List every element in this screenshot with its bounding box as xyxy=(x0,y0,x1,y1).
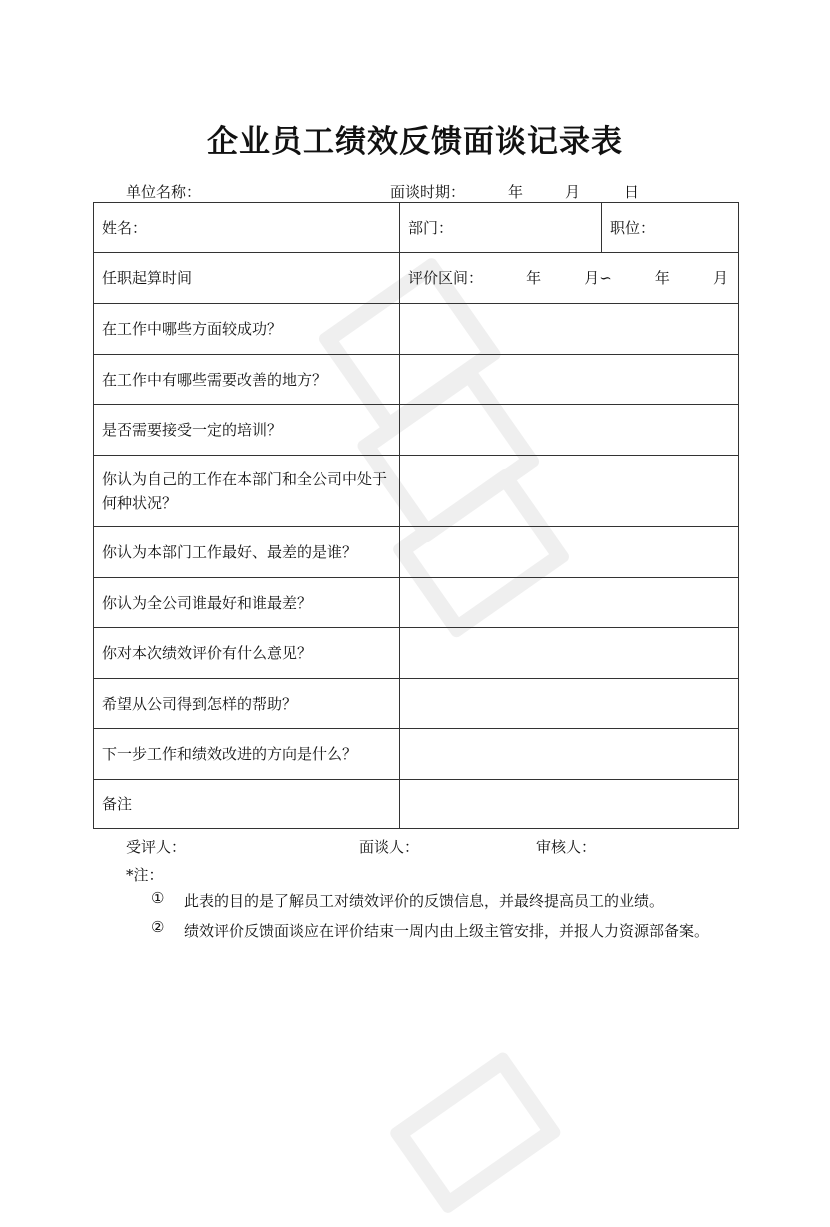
answer-cell[interactable] xyxy=(400,527,739,578)
interview-date-label: 面谈时期： xyxy=(390,183,466,201)
evaluatee-label: 受评人： xyxy=(126,838,187,856)
unit-name-label: 单位名称： xyxy=(126,183,202,201)
evaluation-period-label: 评价区间： xyxy=(408,269,484,287)
department-cell[interactable] xyxy=(400,203,602,253)
department-label: 部门： xyxy=(408,218,454,237)
interview-date-day: 日 xyxy=(624,183,640,201)
table-row xyxy=(94,253,739,304)
answer-cell[interactable] xyxy=(400,679,739,729)
note-text: 此表的目的是了解员工对绩效评价的反馈信息，并最终提高员工的业绩。 xyxy=(184,892,665,910)
question-cell xyxy=(94,527,400,578)
table-row xyxy=(94,679,739,729)
question-cell xyxy=(94,780,400,829)
name-cell[interactable] xyxy=(94,203,400,253)
answer-cell[interactable] xyxy=(400,578,739,628)
question-label: 是否需要接受一定的培训？ xyxy=(102,421,283,439)
question-cell xyxy=(94,628,400,679)
question-cell xyxy=(94,304,400,355)
question-cell xyxy=(94,456,400,527)
question-label: 在工作中有哪些需要改善的地方？ xyxy=(102,370,328,389)
answer-cell[interactable] xyxy=(400,355,739,405)
table-row xyxy=(94,355,739,405)
name-label: 姓名： xyxy=(102,218,148,237)
period-month-end: 月 xyxy=(712,269,728,287)
question-cell xyxy=(94,679,400,729)
question-label: 你认为本部门工作最好、最差的是谁？ xyxy=(102,543,358,561)
note-text xyxy=(184,918,710,944)
tenure-label: 任职起算时间 xyxy=(102,269,193,287)
note-marker: ② xyxy=(151,918,165,936)
table-row xyxy=(94,729,739,780)
question-cell xyxy=(94,729,400,780)
position-label: 职位： xyxy=(610,218,656,237)
feedback-form-table xyxy=(93,202,739,829)
question-cell xyxy=(94,405,400,456)
table-row xyxy=(94,628,739,679)
answer-cell[interactable] xyxy=(400,304,739,355)
table-row xyxy=(94,203,739,253)
period-year-start: 年 xyxy=(526,269,542,287)
interviewer-label: 面谈人： xyxy=(359,838,420,856)
answer-cell[interactable] xyxy=(400,628,739,679)
tenure-label-cell xyxy=(94,253,400,304)
note-label: *注： xyxy=(126,866,164,884)
page-title: 企业员工绩效反馈面谈记录表 xyxy=(207,124,623,160)
table-row xyxy=(94,456,739,527)
table-row xyxy=(94,527,739,578)
remarks-label: 备注 xyxy=(102,795,133,813)
table-row xyxy=(94,780,739,829)
watermark xyxy=(372,1051,549,1208)
table-row xyxy=(94,304,739,355)
question-label: 希望从公司得到怎样的帮助？ xyxy=(102,694,298,713)
remarks-cell[interactable] xyxy=(400,780,739,829)
period-month-start: 月∽ xyxy=(584,269,612,287)
answer-cell[interactable] xyxy=(400,456,739,527)
question-label: 下一步工作和绩效改进的方向是什么？ xyxy=(102,745,358,763)
evaluation-period-cell[interactable] xyxy=(400,253,739,304)
position-cell[interactable] xyxy=(602,203,739,253)
question-cell xyxy=(94,578,400,628)
table-row xyxy=(94,405,739,456)
reviewer-label: 审核人： xyxy=(536,838,597,856)
question-label: 你认为全公司谁最好和谁最差？ xyxy=(102,593,313,612)
answer-cell[interactable] xyxy=(400,729,739,780)
note-marker: ① xyxy=(151,889,165,907)
note-text-content: 绩效评价反馈面谈应在评价结束一周内由上级主管安排，并报人力资源部备案。 xyxy=(184,922,710,940)
answer-cell[interactable] xyxy=(400,405,739,456)
question-label: 你对本次绩效评价有什么意见？ xyxy=(102,644,313,662)
interview-date-year: 年 xyxy=(508,183,524,201)
question-cell xyxy=(94,355,400,405)
question-label: 在工作中哪些方面较成功？ xyxy=(102,320,283,338)
table-row xyxy=(94,578,739,628)
interview-date-month: 月 xyxy=(565,183,581,201)
question-label: 你认为自己的工作在本部门和全公司中处于何种状况？ xyxy=(102,470,388,512)
period-year-end: 年 xyxy=(654,269,670,287)
